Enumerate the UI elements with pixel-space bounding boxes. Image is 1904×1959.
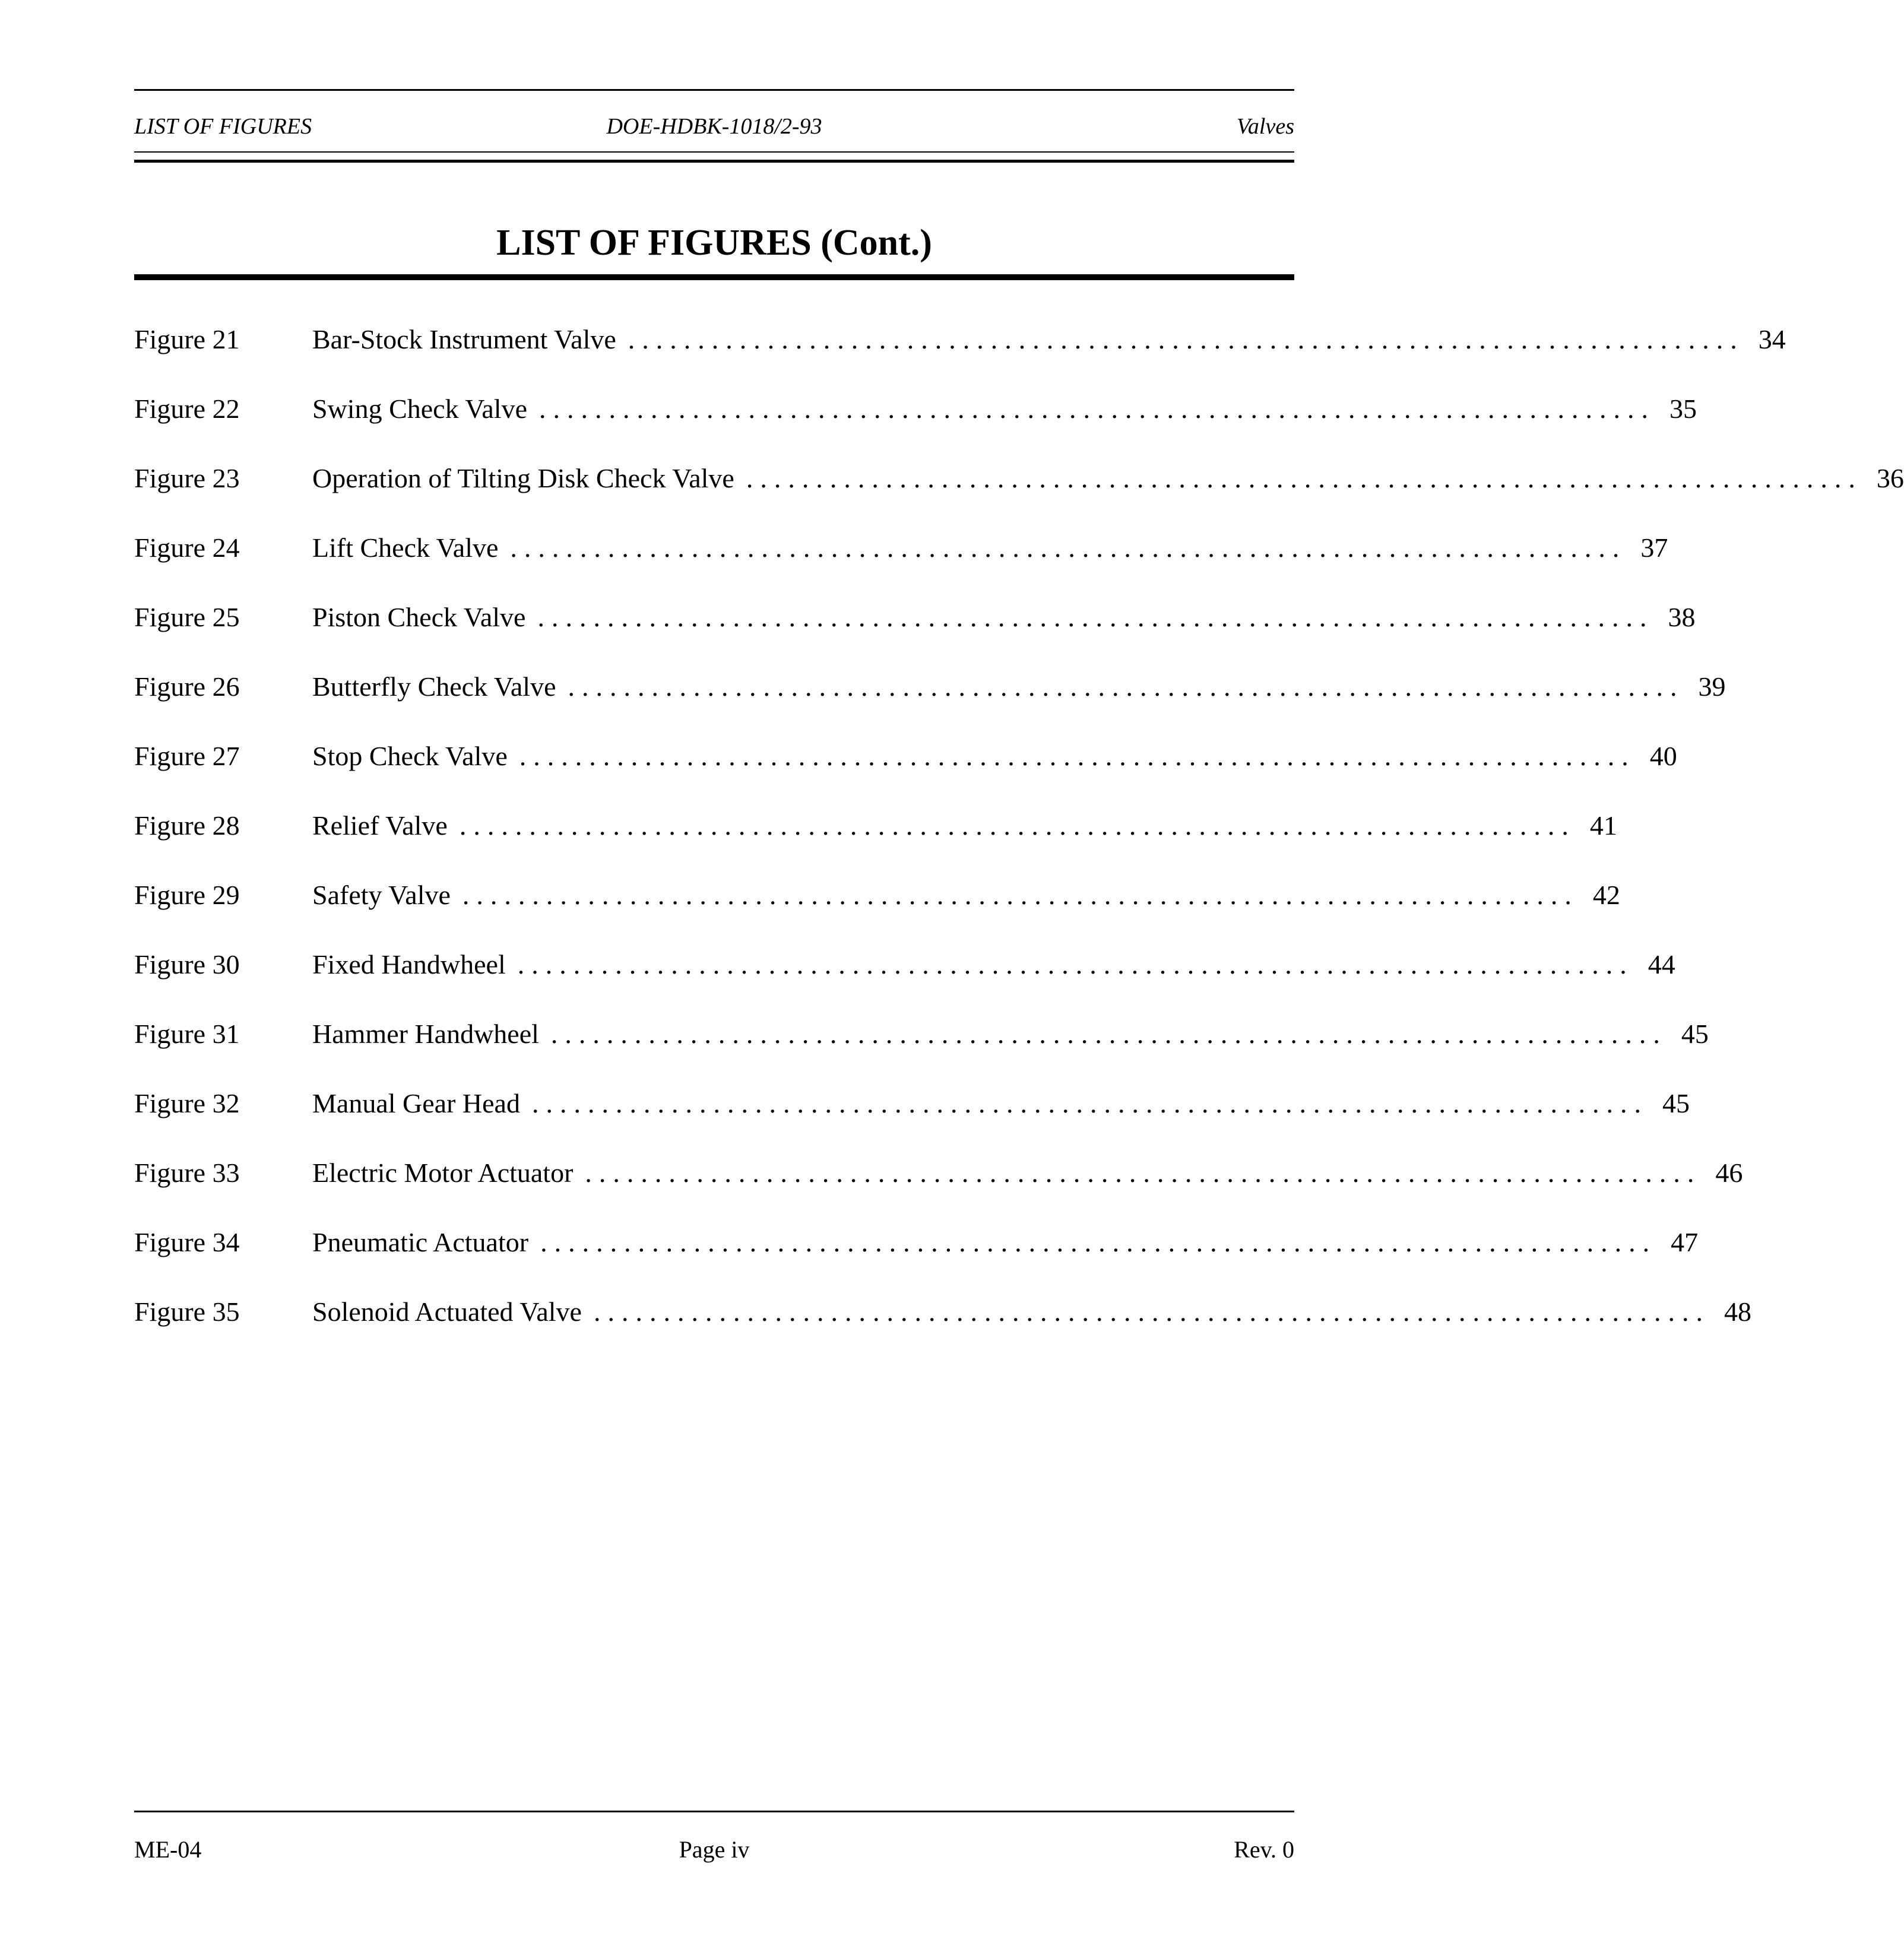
- list-item[interactable]: [134, 1223, 1699, 1293]
- list-item[interactable]: [134, 598, 1696, 668]
- footer-page-number: Page iv: [679, 1836, 750, 1863]
- footer-revision: Rev. 0: [1234, 1836, 1294, 1863]
- figure-number: Figure 22: [134, 394, 240, 424]
- header-rule-top: [134, 89, 1294, 91]
- header-section-label: LIST OF FIGURES: [134, 114, 312, 139]
- figure-title: Piston Check Valve: [312, 602, 526, 632]
- figure-number: Figure 34: [134, 1227, 240, 1257]
- figure-number: Figure 33: [134, 1158, 240, 1188]
- figure-list: [134, 321, 1904, 1362]
- dot-leader: ................................................................................: [459, 810, 1576, 841]
- header-rule-bottom-thin: [134, 151, 1294, 153]
- figure-number: Figure 28: [134, 810, 240, 841]
- figure-title: Lift Check Valve: [312, 532, 499, 563]
- figure-page-number: 45: [1681, 1019, 1709, 1049]
- figure-page-number: 36: [1876, 463, 1904, 493]
- figure-number: Figure 32: [134, 1088, 240, 1118]
- figure-number: Figure 35: [134, 1297, 240, 1327]
- list-item[interactable]: [134, 737, 1677, 807]
- dot-leader: ................................................................................: [568, 671, 1684, 702]
- figure-number: Figure 25: [134, 602, 240, 632]
- figure-page-number: 47: [1671, 1227, 1699, 1257]
- figure-number: Figure 24: [134, 532, 240, 563]
- figure-page-number: 46: [1715, 1158, 1743, 1188]
- figure-title: Swing Check Valve: [312, 394, 528, 424]
- figure-number: Figure 26: [134, 671, 240, 702]
- figure-number: Figure 30: [134, 949, 240, 980]
- list-item[interactable]: [134, 946, 1675, 1015]
- dot-leader: ................................................................................: [628, 324, 1744, 354]
- header-rule-bottom-thick: [134, 160, 1294, 163]
- figure-title: Relief Valve: [312, 810, 448, 841]
- list-item[interactable]: [134, 1015, 1709, 1085]
- list-item[interactable]: [134, 876, 1620, 946]
- page-title: LIST OF FIGURES (Cont.): [496, 223, 932, 263]
- dot-leader: ................................................................................: [585, 1158, 1702, 1188]
- dot-leader: ................................................................................: [510, 532, 1627, 563]
- figure-title: Pneumatic Actuator: [312, 1227, 529, 1257]
- dot-leader: ................................................................................: [519, 741, 1636, 771]
- footer-rule: [134, 1811, 1294, 1812]
- figure-number: Figure 23: [134, 463, 240, 493]
- dot-leader: ................................................................................: [539, 394, 1656, 424]
- figure-page-number: 39: [1698, 671, 1726, 702]
- header-module-name: Valves: [1236, 114, 1294, 139]
- figure-title: Fixed Handwheel: [312, 949, 506, 980]
- footer-module-code: ME-04: [134, 1836, 202, 1863]
- dot-leader: ................................................................................: [517, 949, 1634, 980]
- figure-number: Figure 27: [134, 741, 240, 771]
- dot-leader: ................................................................................: [550, 1019, 1667, 1049]
- figure-page-number: 40: [1649, 741, 1677, 771]
- list-item[interactable]: [134, 807, 1617, 876]
- figure-page-number: 42: [1592, 880, 1620, 910]
- list-item[interactable]: [134, 459, 1904, 529]
- figure-page-number: 37: [1640, 532, 1668, 563]
- figure-number: Figure 21: [134, 324, 240, 354]
- list-item[interactable]: [134, 321, 1786, 390]
- figure-page-number: 41: [1589, 810, 1617, 841]
- header-document-id: DOE-HDBK-1018/2-93: [606, 114, 822, 139]
- figure-title: Stop Check Valve: [312, 741, 508, 771]
- dot-leader: ................................................................................: [462, 880, 1579, 910]
- figure-title: Bar-Stock Instrument Valve: [312, 324, 616, 354]
- list-item[interactable]: [134, 1154, 1743, 1223]
- dot-leader: ................................................................................: [593, 1297, 1710, 1327]
- dot-leader: ................................................................................: [531, 1088, 1648, 1118]
- figure-page-number: 34: [1758, 324, 1786, 354]
- title-rule: [134, 274, 1294, 280]
- dot-leader: ................................................................................: [746, 463, 1862, 493]
- figure-title: Butterfly Check Valve: [312, 671, 556, 702]
- figure-page-number: 48: [1724, 1297, 1751, 1327]
- figure-page-number: 38: [1668, 602, 1696, 632]
- figure-title: Hammer Handwheel: [312, 1019, 539, 1049]
- figure-page-number: 45: [1662, 1088, 1690, 1118]
- figure-title: Operation of Tilting Disk Check Valve: [312, 463, 734, 493]
- figure-title: Manual Gear Head: [312, 1088, 520, 1118]
- list-item[interactable]: [134, 390, 1697, 459]
- figure-title: Solenoid Actuated Valve: [312, 1297, 582, 1327]
- dot-leader: ................................................................................: [537, 602, 1654, 632]
- list-item[interactable]: [134, 1293, 1751, 1362]
- figure-title: Safety Valve: [312, 880, 451, 910]
- figure-page-number: 35: [1669, 394, 1697, 424]
- figure-number: Figure 31: [134, 1019, 240, 1049]
- list-item[interactable]: [134, 529, 1668, 598]
- figure-number: Figure 29: [134, 880, 240, 910]
- figure-title: Electric Motor Actuator: [312, 1158, 574, 1188]
- dot-leader: ................................................................................: [540, 1227, 1657, 1257]
- figure-page-number: 44: [1648, 949, 1675, 980]
- list-item[interactable]: [134, 668, 1726, 737]
- list-item[interactable]: [134, 1085, 1690, 1154]
